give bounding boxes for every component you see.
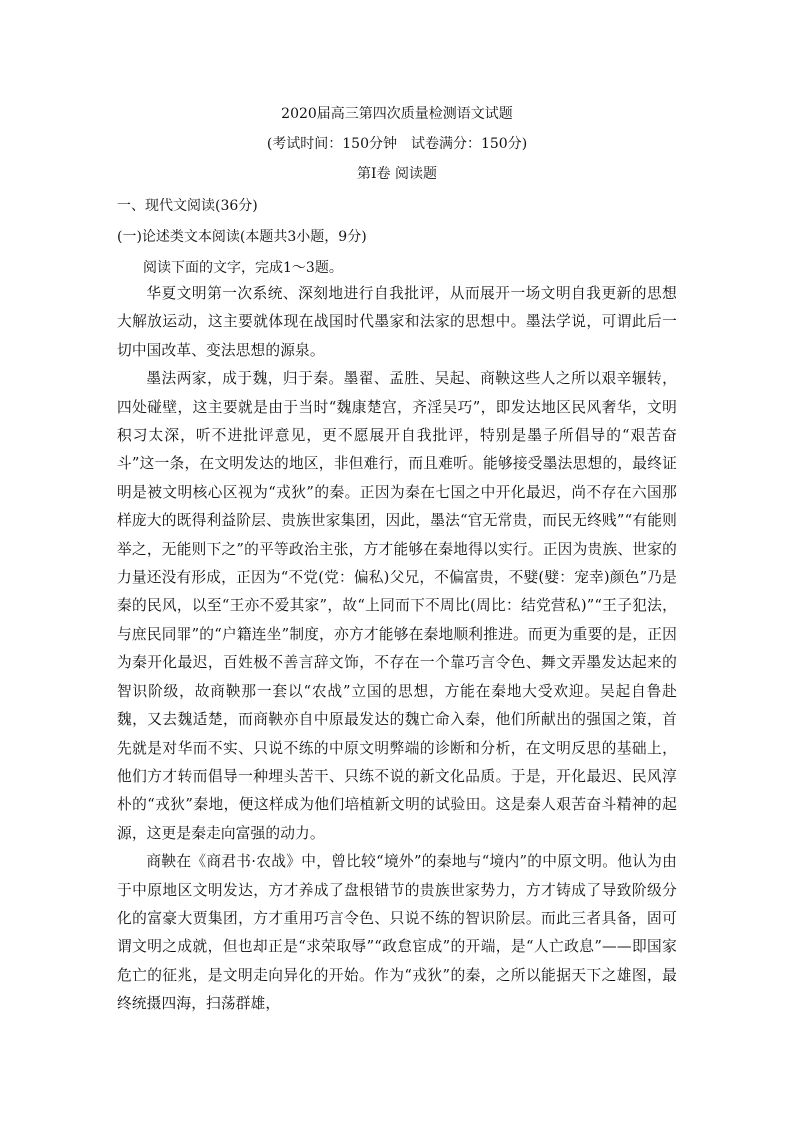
section-heading: 一、现代文阅读(36分) bbox=[117, 198, 258, 214]
passage-paragraph-2: 墨法两家，成于魏，归于秦。墨翟、孟胜、吴起、商鞅这些人之所以艰辛辗转，四处碰壁，这主要就是由于当时“魏康楚宫，齐淫吴巧”，即发达地区民风奢华，文明积习太深，听不进批评意见，更不愿展开自我批评，特别是墨子所倡导的“艰苦奋斗”这一条，在文明发达的地区，非但难行，而且难听。能够接受墨法思想的，最终证明是被文明核心区视为“戎狄”的秦。正因为秦在七国之中开化最迟，尚不存在六国那样庞大的既得利益阶层、贵族世家集团，因此，墨法“官无常贵，而民无终贱”“有能则举之，无能则下之”的平等政治主张，方才能够在秦地得以实行。正因为贵族、世家的力量还没有形成，正因为“不党(党：偏私)父兄，不偏富贵，不嬖(嬖：宠幸)颜色”乃是秦的民风，以至“王亦不爱其家”，故“上同而下不周比(周比：结党营私)”“王子犯法，与庶民同罪”的“户籍连坐”制度，亦方才能够在秦地顺利推进。而更为重要的是，正因为秦开化最迟，百姓极不善言辞文饰，不存在一个靠巧言令色、舞文弄墨发达起来的智识阶级，故商鞅那一套以“农战”立国的思想，方能在秦地大受欢迎。吴起自鲁赴魏，又去魏适楚，而商鞅亦自中原最发达的魏亡命入秦，他们所献出的强国之策，首先就是对华而不实、只说不练的中原文明弊端的诊断和分析，在文明反思的基础上，他们方才转而倡导一种埋头苦干、只练不说的新文化品质。于是，开化最迟、民风淳朴的“戎狄”秦地，便这样成为他们培植新文明的试验田。这是秦人艰苦奋斗精神的起源，这更是秦走向富强的动力。 bbox=[117, 370, 677, 842]
reading-passage bbox=[117, 280, 677, 1019]
passage-paragraph-3: 商鞅在《商君书·农战》中，曾比较“境外”的秦地与“境内”的中原文明。他认为由于中原地区文明发达，方才养成了盘根错节的贵族世家势力，方才铸成了导致阶级分化的富豪大贾集团，方才重用巧言令色、只说不练的智识阶层。而此三者具备，固可谓文明之成就，但也却正是“求荣取辱”“政怠宦成”的开端，是“人亡政息”——即国家危亡的征兆，是文明走向异化的开始。作为“戎狄”的秦，之所以能据天下之雄图，最终统摄四海，扫荡群雄， bbox=[117, 853, 677, 1013]
exam-title: 2020届高三第四次质量检测语文试题 bbox=[281, 106, 513, 122]
passage-paragraph-1: 华夏文明第一次系统、深刻地进行自我批评，从而展开一场文明自我更新的思想大解放运动，这主要就体现在战国时代墨家和法家的思想中。墨法学说，可谓此后一切中国改革、变法思想的源泉。 bbox=[117, 285, 677, 359]
volume-heading: 第Ⅰ卷 阅读题 bbox=[357, 166, 437, 182]
reading-instruction: 阅读下面的文字，完成1～3题。 bbox=[143, 260, 343, 276]
exam-info: (考试时间：150分钟 试卷满分：150分) bbox=[266, 136, 528, 152]
subsection-heading: (一)论述类文本阅读(本题共3小题，9分) bbox=[117, 229, 367, 245]
